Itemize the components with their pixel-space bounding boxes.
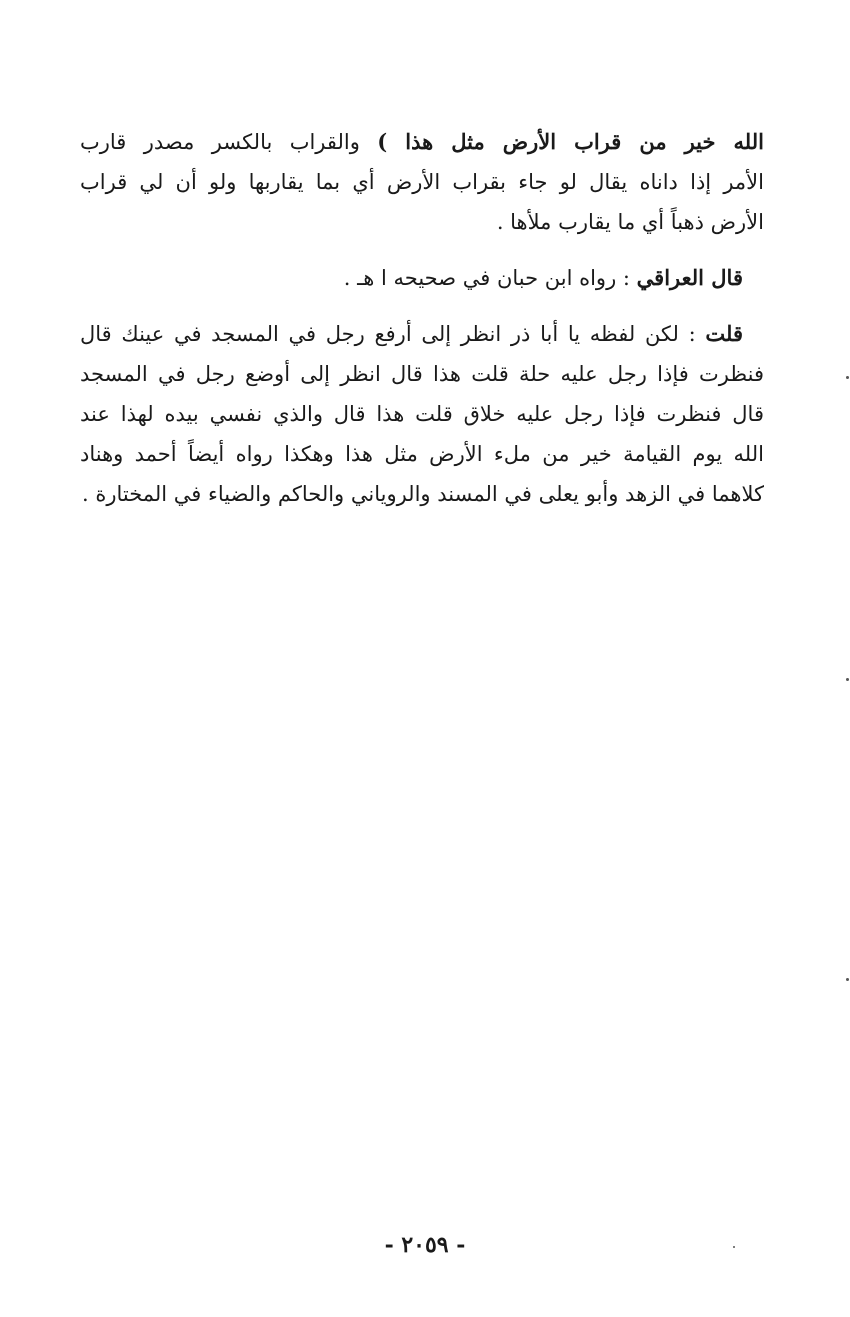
paragraph-3-line-5: كلاهما في الزهد وأبو يعلى في المسند والروياني والحاكم والضياء في المختارة . <box>81 482 764 506</box>
page-number: - ٢٠٥٩ - <box>384 1232 466 1258</box>
paragraph-3-line-1 <box>80 314 764 354</box>
paragraph-2-line-1 <box>80 258 764 298</box>
scan-speck <box>846 978 849 981</box>
iraqi-label: قال العراقي <box>636 265 743 290</box>
paragraph-1-line-1 <box>80 122 764 162</box>
paragraph-1 <box>80 122 764 242</box>
paragraph-3 <box>80 314 764 514</box>
paragraph-3-line-3: قال فنظرت فإذا رجل عليه خلاق قلت هذا قال والذي نفسي بيده لهذا عند <box>80 402 764 426</box>
paragraph-2 <box>80 258 764 298</box>
scan-speck <box>733 1246 735 1248</box>
paragraph-1-line-1-text: والقراب بالكسر مصدر قارب <box>80 130 360 154</box>
paragraph-3-line-2: فنظرت فإذا رجل عليه حلة قلت هذا قال انظر إلى أوضع رجل في المسجد <box>80 362 764 386</box>
paragraph-3-line-1-text: : لكن لفظه يا أبا ذر انظر إلى أرفع رجل في المسجد في عينك قال <box>80 322 696 346</box>
paragraph-1-line-3: الأرض ذهباً أي ما يقارب ملأها . <box>496 210 764 234</box>
quoted-hadith-end: الله خير من قراب الأرض مثل هذا ) <box>377 129 764 154</box>
qultu-label: قلت <box>705 321 743 346</box>
paragraph-3-line-4: الله يوم القيامة خير من ملء الأرض مثل هذا وهكذا رواه أيضاً أحمد وهناد <box>80 442 764 466</box>
scan-speck <box>846 678 849 681</box>
scan-speck <box>846 376 849 379</box>
paragraph-1-line-2: الأمر إذا داناه يقال لو جاء بقراب الأرض أي بما يقاربها ولو أن لي قراب <box>80 170 764 194</box>
iraqi-text: : رواه ابن حبان في صحيحه ا هـ . <box>343 266 630 290</box>
